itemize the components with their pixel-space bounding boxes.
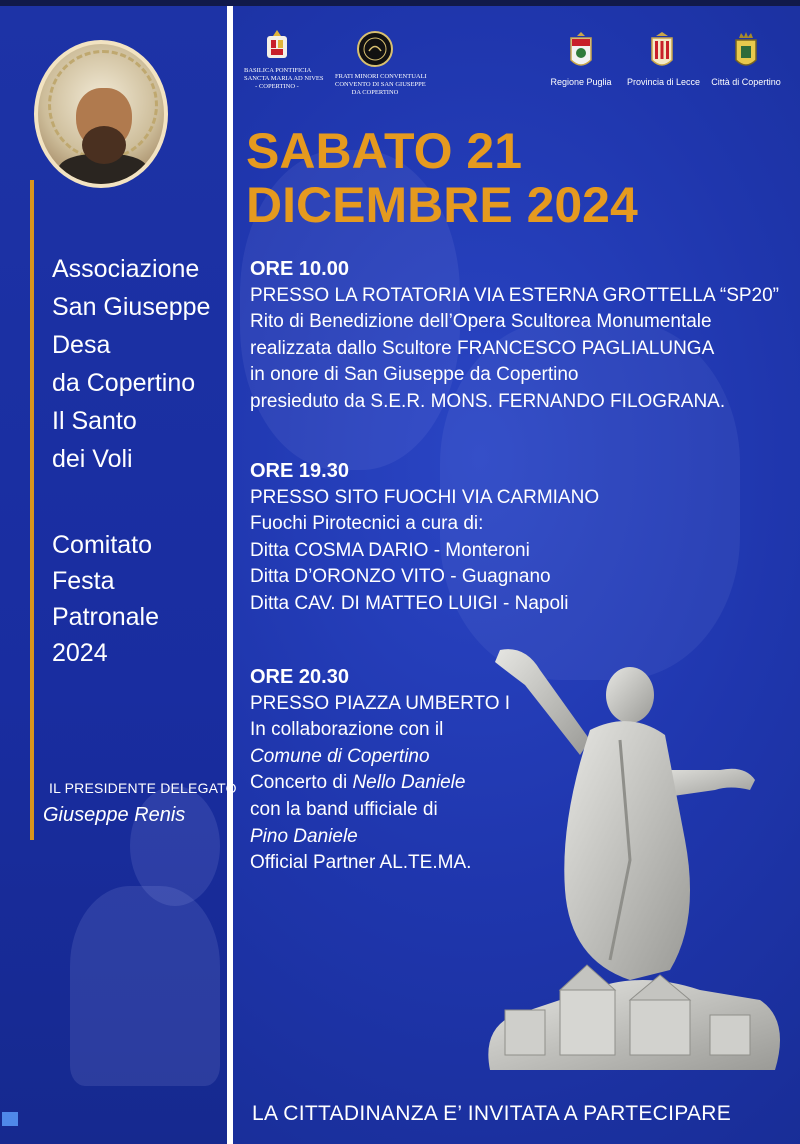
regione-caption: Regione Puglia (550, 77, 612, 87)
footer-invitation: LA CITTADINANZA E’ INVITATA A PARTECIPARE (252, 1102, 732, 1125)
committee-line: 2024 (52, 639, 108, 667)
event-date-title (246, 124, 638, 232)
event-line: PRESSO SITO FUOCHI VIA CARMIANO (250, 486, 600, 508)
association-line: Associazione (52, 255, 200, 283)
provincia-caption: Provincia di Lecce (627, 77, 701, 87)
event-line: con la band ufficiale di (250, 798, 438, 820)
frati-logo (335, 30, 427, 97)
committee-line: Comitato (52, 531, 153, 559)
citta-caption: Città di Copertino (711, 77, 781, 87)
saint-statue-image (470, 640, 790, 1080)
association-line: dei Voli (52, 445, 133, 473)
president-label: IL PRESIDENTE DELEGATO (49, 780, 237, 796)
title-line-month-year: DICEMBRE 2024 (246, 177, 638, 233)
event-line: Fuochi Pirotecnici a cura di: (250, 513, 484, 535)
event-hour: ORE 10.00 (250, 258, 349, 280)
event-hour: ORE 19.30 (250, 460, 349, 482)
event-line: Official Partner AL.TE.MA. (250, 852, 472, 874)
ghost-church-silhouette (70, 886, 220, 1086)
panel-divider (227, 6, 233, 1144)
frati-seal-icon (356, 30, 394, 68)
event-line: Ditta D’ORONZO VITO - Guagnano (250, 566, 551, 588)
event-line: realizzata dallo Scultore FRANCESCO PAGLIALUNGA (250, 337, 715, 359)
frati-caption-line: CONVENTO DI SAN GIUSEPPE (335, 81, 426, 88)
association-name (52, 250, 210, 478)
basilica-caption-line: BASILICA PONTIFICIA (244, 67, 312, 74)
event-line: Ditta COSMA DARIO - Monteroni (250, 539, 530, 561)
provincia-lecce-crest-icon (649, 32, 675, 72)
event-block (250, 458, 599, 618)
association-line: da Copertino (52, 369, 196, 397)
event-block (250, 256, 779, 416)
basilica-caption-line: SANCTA MARIA AD NIVES (244, 75, 324, 82)
committee-line: Festa (52, 567, 115, 595)
event-line: presieduto da S.E.R. MONS. FERNANDO FILOGRANA. (250, 390, 726, 412)
event-line: Ditta CAV. DI MATTEO LUIGI - Napoli (250, 592, 569, 614)
event-line: Rito di Benedizione dell’Opera Scultorea Monumentale (250, 311, 712, 333)
citta-copertino-logo (708, 32, 784, 87)
regione-puglia-crest-icon (568, 32, 594, 72)
committee-line: Patronale (52, 603, 160, 631)
association-line: San Giuseppe (52, 293, 211, 321)
event-line: PRESSO LA ROTATORIA VIA ESTERNA GROTTELLA “SP20” (250, 284, 780, 306)
frati-caption-line: FRATI MINORI CONVENTUALI (335, 73, 427, 80)
provincia-lecce-logo (627, 32, 701, 87)
event-line: In collaborazione con il (250, 719, 444, 741)
portrait-beard (82, 126, 126, 164)
frati-caption-line: DA COPERTINO (351, 89, 399, 96)
association-line: Il Santo (52, 407, 137, 435)
committee-name (52, 527, 159, 671)
event-line: Pino Daniele (250, 825, 358, 847)
basilica-caption-line: - COPERTINO - (255, 83, 299, 90)
event-line: PRESSO PIAZZA UMBERTO I (250, 692, 511, 714)
event-line: in onore di San Giuseppe da Copertino (250, 364, 579, 386)
saint-portrait-image (34, 40, 168, 188)
corner-badge-icon (2, 1112, 18, 1126)
regione-puglia-logo (548, 32, 614, 87)
event-line-text: Concerto di (250, 772, 353, 794)
president-name: Giuseppe Renis (43, 804, 186, 826)
basilica-logo (244, 28, 324, 91)
association-line: Desa (52, 331, 111, 359)
basilica-crest-icon (264, 28, 290, 62)
gold-vertical-rule (30, 180, 34, 840)
event-line: Comune di Copertino (250, 745, 430, 767)
artist-name: Nello Daniele (352, 772, 466, 794)
title-line-day: SABATO 21 (246, 123, 523, 179)
citta-copertino-crest-icon (733, 32, 759, 72)
event-hour: ORE 20.30 (250, 666, 349, 688)
